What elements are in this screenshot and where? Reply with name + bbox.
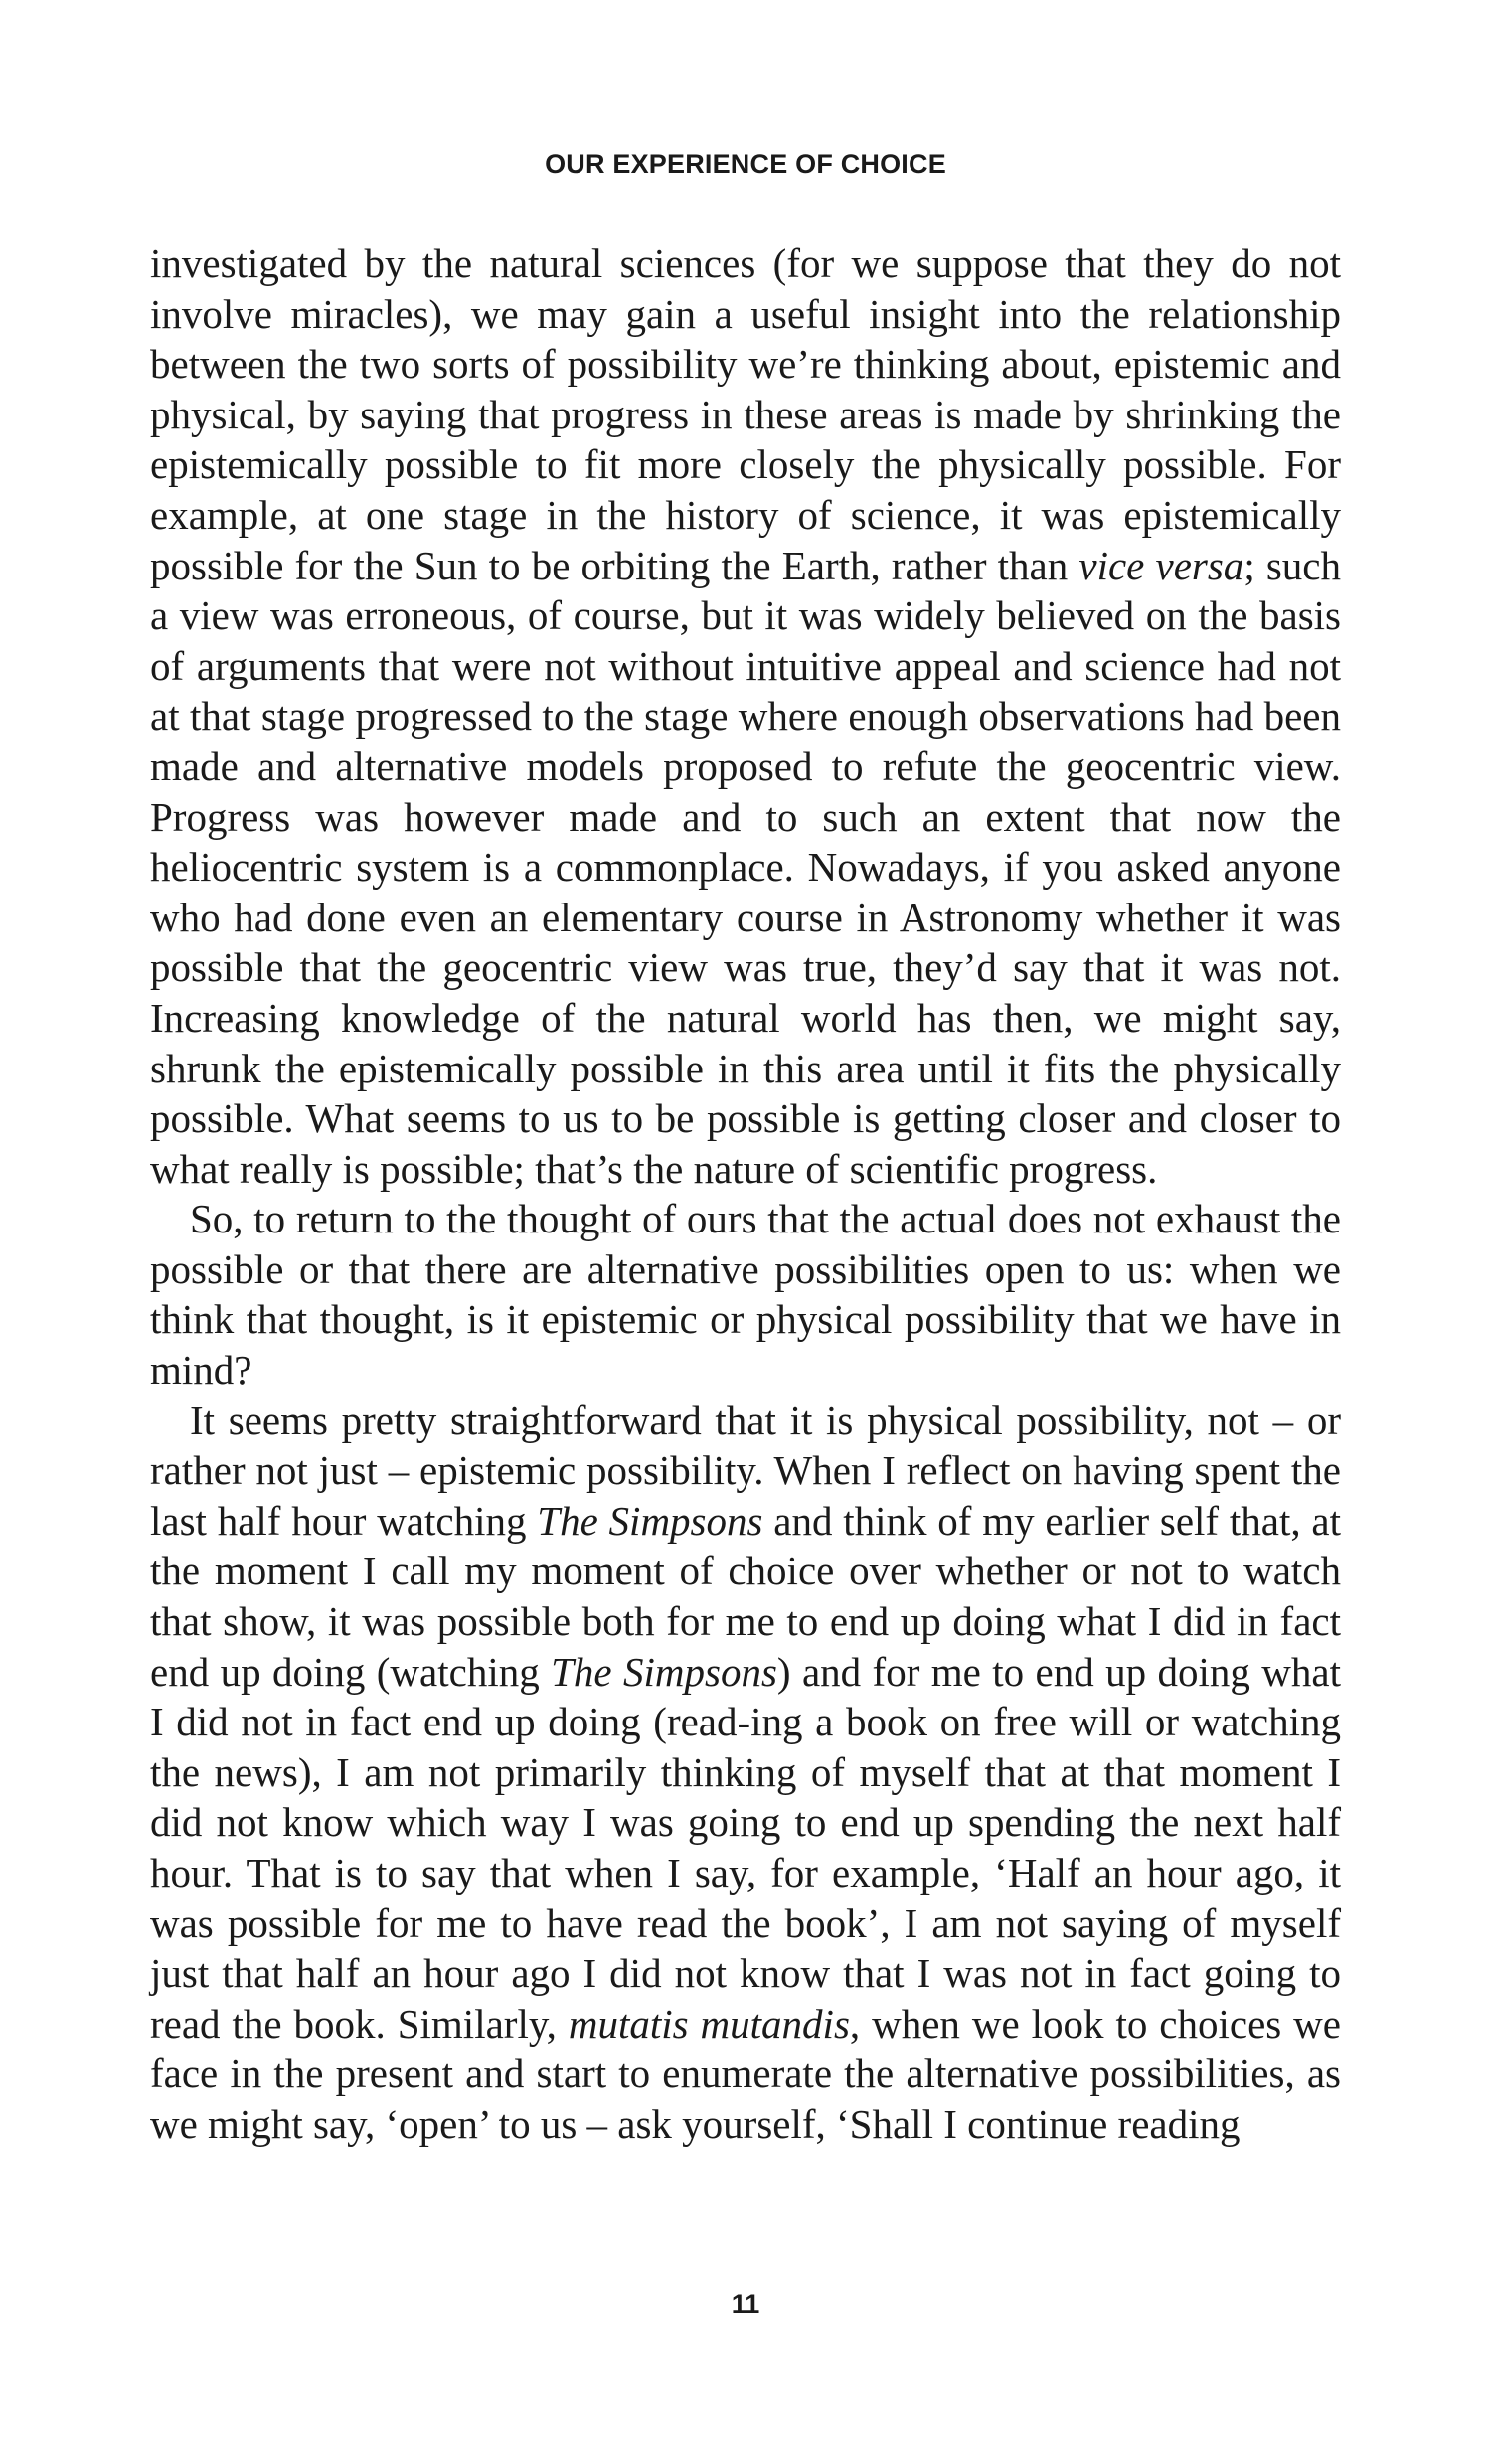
paragraph xyxy=(150,239,1341,1194)
italic-text-segment: vice versa xyxy=(1078,542,1244,588)
text-segment: ) and for me to end up doing what I did not in fact end up doing (read-ing a book on free will or watching the news), I am not primarily thinking of myself that at that moment I did not know which way I was going to end up spending the next half hour. That is to say that when I say, for example, ‘Half an hour ago, it was possible for me to have read the book’, I am not saying of myself just that half an hour ago I did not know that I was not in fact going to read the book. Similarly, xyxy=(150,1648,1341,2047)
body-text xyxy=(150,239,1341,2150)
running-head: OUR EXPERIENCE OF CHOICE xyxy=(545,149,946,179)
paragraph xyxy=(150,1396,1341,2150)
text-segment: , when we look to choices we face in the present and start to enumerate the alternative possibilities, as we might say, ‘open’ to us – ask yourself, ‘Shall I continue reading xyxy=(150,2000,1341,2147)
text-segment: and think of my earlier self that, at the moment I call my moment of choice over whether or not to watch that show, it was possible both for me to end up doing what I did in fact end up doing (watching xyxy=(150,1497,1341,1695)
italic-text-segment: The Simpsons xyxy=(551,1648,777,1695)
text-segment: So, to return to the thought of ours that the actual does not exhaust the possible or that there are alternative possibilities open to us: when we think that thought, is it epistemic or physical possibility that we have in mind? xyxy=(150,1196,1341,1394)
text-segment: ; such a view was erroneous, of course, but it was widely believed on the basis of arguments that were not without intuitive appeal and science had not at that stage progressed to the stage where enough observations had been made and alternative models proposed to refute the geocentric view. Progress was however made and to such an extent that now the heliocentric system is a commonplace. Nowadays, if you asked anyone who had done even an elementary course in Astronomy whether it was possible that the geocentric view was true, they’d say that it was not. Increasing knowledge of the natural world has then, we might say, shrunk the epistemically possible in this area until it fits the physically possible. What seems to us to be possible is getting closer and closer to what really is possible; that’s the nature of scientific progress. xyxy=(150,542,1341,1192)
italic-text-segment: mutatis mutandis xyxy=(568,2000,850,2047)
text-segment: It seems pretty straightforward that it is physical possibility, not – or rather not just – epistemic possibility. When I reflect on having spent the last half hour watching xyxy=(150,1396,1341,1544)
italic-text-segment: The Simpsons xyxy=(537,1497,763,1544)
text-segment: investigated by the natural sciences (for we suppose that they do not involve miracles), we may gain a useful insight into the relationship between the two sorts of possibility we’re thinking about, epistemic and physical, by saying that progress in these areas is made by shrinking the epistemically possible to fit more closely the physically possible. For example, at one stage in the history of science, it was epistemically possible for the Sun to be orbiting the Earth, rather than xyxy=(150,241,1341,588)
paragraph xyxy=(150,1194,1341,1395)
page-number: 11 xyxy=(731,2289,760,2319)
